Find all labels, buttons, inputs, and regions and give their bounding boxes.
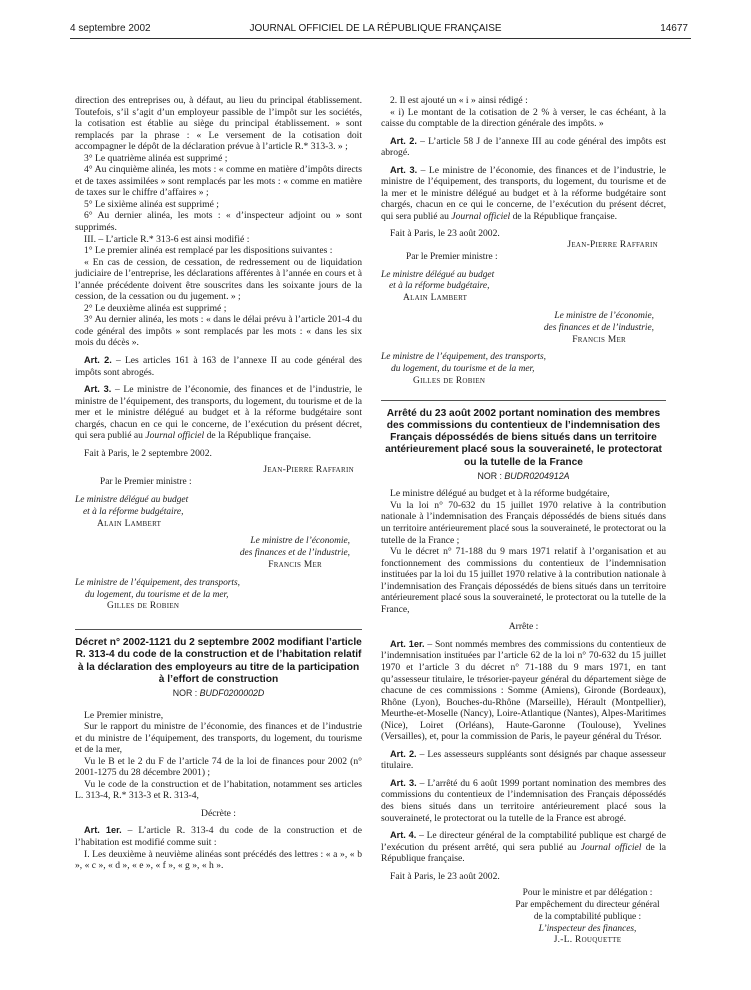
separator xyxy=(381,400,666,401)
article-text: – Sont nommés membres des commissions du contentieux de l’indemnisation instituées par l’article 62 de la loi n° 70-632 du 15 juillet 1970 et l’article 3 du décret n° 71-188 du 9 mars 1971, en tant qu’assesseur titulaire, le trésorier-payeur général du département siège de chacune de ces commissions : Somme (Amiens), Gironde (Bordeaux), Rhône (Lyon), Bouches-du-Rhône (Marseille), Hérault (Montpellier), Meurthe-et-Moselle (Nancy), Loire-Atlantique (Nantes), Alpes-Maritimes (Nice), Loiret (Orléans), Haute-Garonne (Toulouse), Yvelines (Versailles), et, pour la commission de Paris, le payeur général du Trésor. xyxy=(381,638,667,743)
arrete: Arrête : xyxy=(508,621,539,633)
article-text-end: de la République française. xyxy=(510,210,618,222)
article-text: – L’arrêté du 6 août 1999 portant nomination des membres des commissions du contentieux de l’indemnisation des Français dépossédés des biens situés dans un territoire antérieurement placé sous la souveraineté, le protectorat ou la tutelle de la France est abrogé. xyxy=(381,777,666,824)
article-text: – Le directeur général de la comptabilité publique est chargé de l’exécution du présent arrêté, qui sera publié au xyxy=(381,830,666,853)
signatory-budget: Alain Lambert xyxy=(97,518,162,529)
paragraph: Vu le code de la construction et de l’habitation, notamment ses articles L. 313-4, R.* 313-3 et R. 313-4, xyxy=(75,778,362,802)
par-premier-ministre: Par le Premier ministre : xyxy=(100,477,192,488)
delegation-line: L’inspecteur des finances, xyxy=(538,923,637,934)
article-label: Art. 1er. xyxy=(84,825,122,836)
minister-equipment-title-2: du logement, du tourisme et de la mer, xyxy=(85,589,229,600)
minister-equipment-title: Le ministre de l’équipement, des transports, xyxy=(75,577,241,588)
article-2 xyxy=(381,749,666,772)
par-premier-ministre: Par le Premier ministre : xyxy=(406,251,498,262)
minister-budget-title-2: et à la réforme budgétaire, xyxy=(83,506,184,517)
paragraph: « En cas de cession, de cessation, de redressement ou de liquidation judiciaire de l’entreprise, les déclarations afférentes à l’année en cours et à l’année précédente doivent être souscrites dans les soixante jours de la cession, de la cessation ou du jugement. » ; xyxy=(75,256,362,303)
article-label: Art. 1er. xyxy=(390,638,425,649)
article-3 xyxy=(381,778,666,824)
minister-budget-title: Le ministre délégué au budget xyxy=(381,269,495,280)
article-4 xyxy=(381,830,666,865)
paragraph: 2° Le deuxième alinéa est supprimé ; xyxy=(84,302,227,314)
fait-a-paris: Fait à Paris, le 23 août 2002. xyxy=(390,870,500,882)
article-1 xyxy=(381,639,666,743)
paragraph: 3° Le quatrième alinéa est supprimé ; xyxy=(84,152,228,164)
article-label: Art. 2. xyxy=(390,748,417,759)
paragraph: III. – L’article R.* 313-6 est ainsi modifié : xyxy=(84,233,250,245)
minister-budget-title: Le ministre délégué au budget xyxy=(75,495,189,505)
journal-officiel-ref: Journal officiel xyxy=(145,430,205,442)
minister-budget-title-2: et à la réforme budgétaire, xyxy=(389,281,490,292)
paragraph: Vu la loi n° 70-632 du 15 juillet 1970 relative à la contribution nationale à l’indemnisation des Français dépossédés de biens situés dans un territoire antérieurement placé sous la souveraineté, le protectorat ou la tutelle de la France ; xyxy=(381,499,666,546)
signatures xyxy=(75,465,362,613)
signatory-budget: Alain Lambert xyxy=(403,293,468,304)
decret-nor: NOR : BUDF0200002D xyxy=(172,687,265,698)
minister-economy-title-2: des finances et de l’industrie, xyxy=(239,548,350,559)
signatory-equipment: Gilles de Robien xyxy=(107,601,180,612)
delegation-signature xyxy=(381,888,666,947)
article-label: Art. 2. xyxy=(84,355,112,366)
decrete: Décrète : xyxy=(201,807,236,819)
paragraph: Vu le décret n° 71-188 du 9 mars 1971 relatif à l’organisation et au fonctionnement des commissions du contentieux de l’indemnisation instituées par la loi du 15 juillet 1970 relative à la contribution nationale à l’indemnisation des Français dépossédés de biens situés dans un territoire antérieurement placé sous la souveraineté, le protectorat ou la tutelle de la France, xyxy=(381,546,666,615)
signatory-prime-minister: Jean-Pierre Raffarin xyxy=(567,240,658,251)
arrete-nor: NOR : BUDR0204912A xyxy=(477,470,570,481)
paragraph: Le Premier ministre, xyxy=(84,709,164,721)
fait-a-paris: Fait à Paris, le 23 août 2002. xyxy=(390,228,500,240)
arrete-title: Arrêté du 23 août 2002 portant nomination des membres des commissions du contentieux de l’indemnisation des Français dépossédés de biens situés dans un territoire antérieurement placé sous la souveraineté, le protectorat ou la tutelle de la France xyxy=(385,407,662,468)
signatory-equipment: Gilles de Robien xyxy=(413,375,486,386)
decret-title: Décret n° 2002-1121 du 2 septembre 2002 modifiant l’article R. 313-4 du code de la construction et de l’habitation relatif à la déclaration des employeurs au titre de la participation à l’effort de construction xyxy=(75,637,362,685)
paragraph: 3° Au dernier alinéa, les mots : « dans le délai prévu à l’article 201-4 du code général des impôts » sont remplacés par les mots : « dans les six mois du décès ». xyxy=(75,314,362,349)
signatory-economy: Francis Mer xyxy=(268,559,322,570)
paragraph: 1° Le premier alinéa est remplacé par les dispositions suivantes : xyxy=(84,245,333,257)
right-column xyxy=(381,95,666,947)
article-text: – L’article R. 313-4 du code de la construction et de l’habitation est modifié comme suit : xyxy=(75,825,362,848)
paragraph: 6° Au dernier alinéa, les mots : « d’inspecteur adjoint ou » sont supprimés. xyxy=(75,210,362,234)
article-text-end: de la République française. xyxy=(204,430,312,442)
signatory-rouquette: J.-L. Rouquette xyxy=(553,935,622,946)
delegation-line: Pour le ministre et par délégation : xyxy=(522,888,653,899)
article-2 xyxy=(75,355,362,378)
article-text: – L’article 58 J de l’annexe III au code général des impôts est abrogé. xyxy=(381,135,666,159)
paragraph: direction des entreprises ou, à défaut, au lieu du principal établissement. Toutefois, s’il s’agit d’un employeur passible de l’impôt sur les sociétés, la cotisation est établie au siège du principal établissement. » sont remplacés par la phrase : « Le versement de la cotisation doit accompagner le dépôt de la déclaration prévue à l’article R.* 313-3. » ; xyxy=(75,95,362,153)
issue-date: 4 septembre 2002 xyxy=(70,23,151,34)
article-text-end: de la République française. xyxy=(381,841,667,865)
paragraph: Le ministre délégué au budget et à la réforme budgétaire, xyxy=(390,488,610,500)
minister-equipment-title-2: du logement, du tourisme et de la mer, xyxy=(391,364,535,375)
article-label: Art. 2. xyxy=(390,135,417,146)
paragraph: 2. Il est ajouté un « i » ainsi rédigé : xyxy=(390,95,528,106)
article-label: Art. 3. xyxy=(84,384,112,395)
article-label: Art. 3. xyxy=(390,777,417,788)
article-label: Art. 4. xyxy=(390,830,417,841)
separator xyxy=(75,629,362,630)
paragraph: Vu le B et le 2 du F de l’article 74 de la loi de finances pour 2002 (n° 2001-1275 du 28 décembre 2001) ; xyxy=(75,755,362,779)
article-text: – Les articles 161 à 163 de l’annexe II au code général des impôts sont abrogés. xyxy=(75,355,362,378)
delegation-line: Par empêchement du directeur général xyxy=(515,900,660,911)
journal-officiel-ref: Journal officiel xyxy=(580,841,642,853)
paragraph: 4° Au cinquième alinéa, les mots : « comme en matière d’impôts directs et de taxes assimilées » sont remplacés par les mots : « comme en matière de taxes sur le chiffre d’affaires » ; xyxy=(75,164,362,199)
minister-equipment-title: Le ministre de l’équipement, des transports, xyxy=(381,352,547,363)
article-text: – Le ministre de l’économie, des finances et de l’industrie, le ministre de l’équipement, des transports, du logement, du tourisme et de la mer et le ministre délégué au budget et à la réforme budgétaire sont chargés, chacun en ce qui le concerne, de l’exécution du présent décret, qui sera publié au xyxy=(75,384,362,442)
article-text: – Les assesseurs suppléants sont désignés par chaque assesseur titulaire. xyxy=(381,748,666,772)
article-2 xyxy=(381,136,666,159)
paragraph: 5° Le sixième alinéa est supprimé ; xyxy=(84,198,219,210)
journal-officiel-ref: Journal officiel xyxy=(451,210,511,222)
minister-economy-title: Le ministre de l’économie, xyxy=(554,311,654,321)
article-1 xyxy=(75,825,362,848)
article-3 xyxy=(75,384,362,442)
left-column xyxy=(75,95,362,872)
minister-economy-title: Le ministre de l’économie, xyxy=(250,536,350,547)
signatory-prime-minister: Jean-Pierre Raffarin xyxy=(263,465,354,476)
signatory-economy: Francis Mer xyxy=(572,334,626,345)
paragraph: « i) Le montant de la cotisation de 2 % à verser, le cas échéant, à la caisse du comptable de la direction générale des impôts. » xyxy=(381,106,666,130)
paragraph: Sur le rapport du ministre de l’économie, des finances et de l’industrie et du ministre de l’équipement, des transports, du logement, du tourisme et de la mer, xyxy=(75,721,362,756)
delegation-line: de la comptabilité publique : xyxy=(533,911,642,922)
article-label: Art. 3. xyxy=(390,164,418,175)
journal-title: JOURNAL OFFICIEL DE LA RÉPUBLIQUE FRANÇAISE xyxy=(249,23,502,34)
paragraph: I. Les deuxième à neuvième alinéas sont précédés des lettres : « a », « b », « c », « d », « e », « f », « g », « h ». xyxy=(75,848,362,872)
article-text: – Le ministre de l’économie, des finances et de l’industrie, le ministre de l’équipement, des transports, du logement, du tourisme et de la mer et le ministre délégué au budget et à la réforme budgétaire sont chargés, chacun en ce qui le concerne, de l’exécution du présent décret, qui sera publié au xyxy=(381,164,666,222)
page-number: 14677 xyxy=(660,23,688,34)
header-rule xyxy=(70,38,691,39)
fait-a-paris: Fait à Paris, le 2 septembre 2002. xyxy=(84,447,212,459)
article-3 xyxy=(381,165,666,223)
signatures xyxy=(381,240,666,388)
minister-economy-title-2: des finances et de l’industrie, xyxy=(543,322,654,333)
